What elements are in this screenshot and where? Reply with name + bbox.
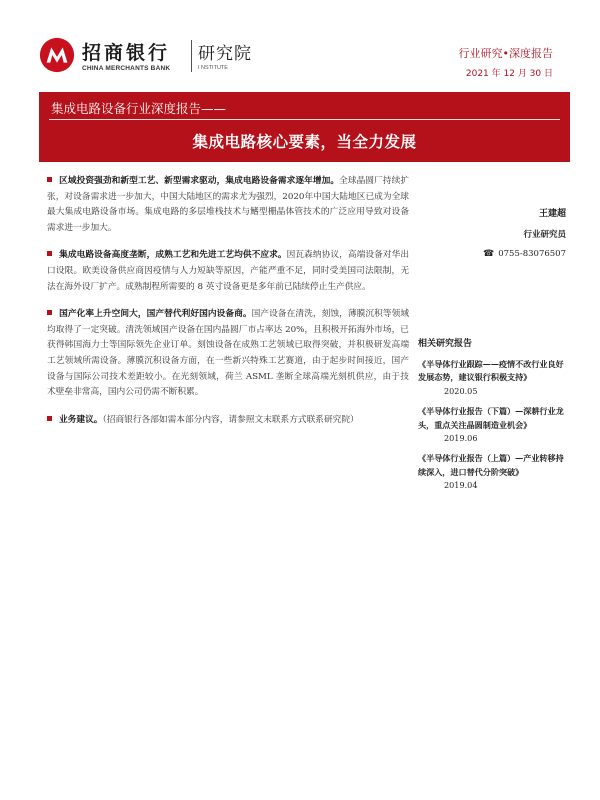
summary-body	[47, 174, 409, 440]
paragraph-lead: 业务建议。	[59, 414, 103, 425]
bullet-icon	[47, 310, 52, 315]
related-report-title: 《半导体行业报告（上篇）—产业转移持续深入，进口替代分阶突破》	[418, 453, 564, 477]
related-report-date: 2020.05	[444, 385, 478, 396]
report-type: 行业研究•深度报告	[458, 47, 553, 60]
phone-icon: ☎	[483, 249, 495, 259]
related-report-date: 2019.06	[444, 433, 478, 444]
paragraph-lead: 集成电路设备高度垄断，成熟工艺和先进工艺均供不应求。	[59, 250, 287, 261]
bullet-icon	[47, 416, 52, 421]
related-report-item[interactable]	[418, 405, 570, 445]
logo-divider	[191, 40, 192, 72]
summary-paragraph	[47, 307, 409, 401]
bullet-icon	[47, 251, 52, 256]
analyst-role: 行业研究员	[523, 230, 566, 240]
summary-paragraph	[47, 174, 409, 236]
logo-english-name: CHINA MERCHANTS BANK	[82, 65, 171, 72]
title-banner	[39, 92, 570, 162]
analyst-block	[416, 206, 566, 259]
related-report-title: 《半导体行业报告（下篇）—深耕行业龙头，重点关注晶圆制造业机会》	[418, 406, 564, 430]
related-reports-title: 相关研究报告	[418, 339, 473, 349]
banner-divider	[49, 119, 560, 120]
banner-subtitle: 集成电路设备行业深度报告——	[51, 101, 227, 116]
paragraph-text: 全球晶圆厂持续扩张，对设备需求进一步加大，中国大陆地区的需求尤为强烈，2020年中国大陆地区已成为全球最大集成电路设备市场。集成电路的多层堆栈技术与鳍型栅晶体管技术的广泛应用导致对设备需求进一步加大。	[47, 176, 409, 233]
analyst-name: 王建超	[538, 209, 566, 219]
paragraph-lead: 国产化率上升空间大，国产替代利好国内设备商。	[59, 309, 252, 320]
bullet-icon	[47, 177, 52, 182]
institute-name: 研究院	[198, 44, 252, 64]
cmb-logo	[38, 36, 268, 76]
paragraph-lead: 区域投资强劲和新型工艺、新型需求驱动，集成电路设备需求逐年增加。	[59, 176, 340, 186]
related-report-item[interactable]	[418, 358, 570, 398]
summary-paragraph	[47, 248, 409, 295]
analyst-phone	[416, 249, 566, 259]
paragraph-text: （招商银行各部如需本部分内容，请参照文末联系方式联系研究院）	[102, 414, 359, 425]
paragraph-text: 因瓦森纳协议，高端设备对华出口设限。欧美设备供应商因疫情与人力短缺等原因，产能严重不足，同时受美国司法限制，无法在海外设厂扩产。成熟制程所需要的 8 英寸设备更是多年前已陆续停止生产供应。	[47, 250, 409, 292]
phone-number: 0755-83076507	[498, 249, 566, 259]
cmb-logo-icon	[38, 36, 76, 74]
paragraph-text: 国产设备在清洗，刻蚀，薄膜沉积等领域均取得了一定突破。清洗领域国产设备在国内晶圆厂市占率达 20%，且积极开拓海外市场，已获得韩国海力士等国际领先企业订单。刻蚀设备在成熟工艺领域已取得突破，并积极研发高端工艺领域所需设备。薄膜沉积设备方面，在一些新兴特殊工艺赛道，由于起步时间接近，国产设备与国际公司技术差距较小。在光刻领域，荷兰 ASML 垄断全球高端光刻机供应，由于技术壁垒非常高，国内公司仍需不断积累。	[47, 309, 409, 398]
report-title: 集成电路核心要素，当全力发展	[192, 133, 417, 151]
related-reports	[418, 336, 570, 500]
report-date: 2021 年 12 月 30 日	[465, 69, 553, 79]
related-report-item[interactable]	[418, 452, 570, 492]
summary-paragraph	[47, 413, 409, 429]
related-report-date: 2019.04	[444, 480, 478, 491]
related-report-title: 《半导体行业跟踪——疫情不改行业良好发展态势，建议银行积极支持》	[418, 359, 564, 383]
institute-english-name: I NSTITUTE	[198, 65, 228, 71]
logo-chinese-name: 招商银行	[82, 42, 171, 64]
